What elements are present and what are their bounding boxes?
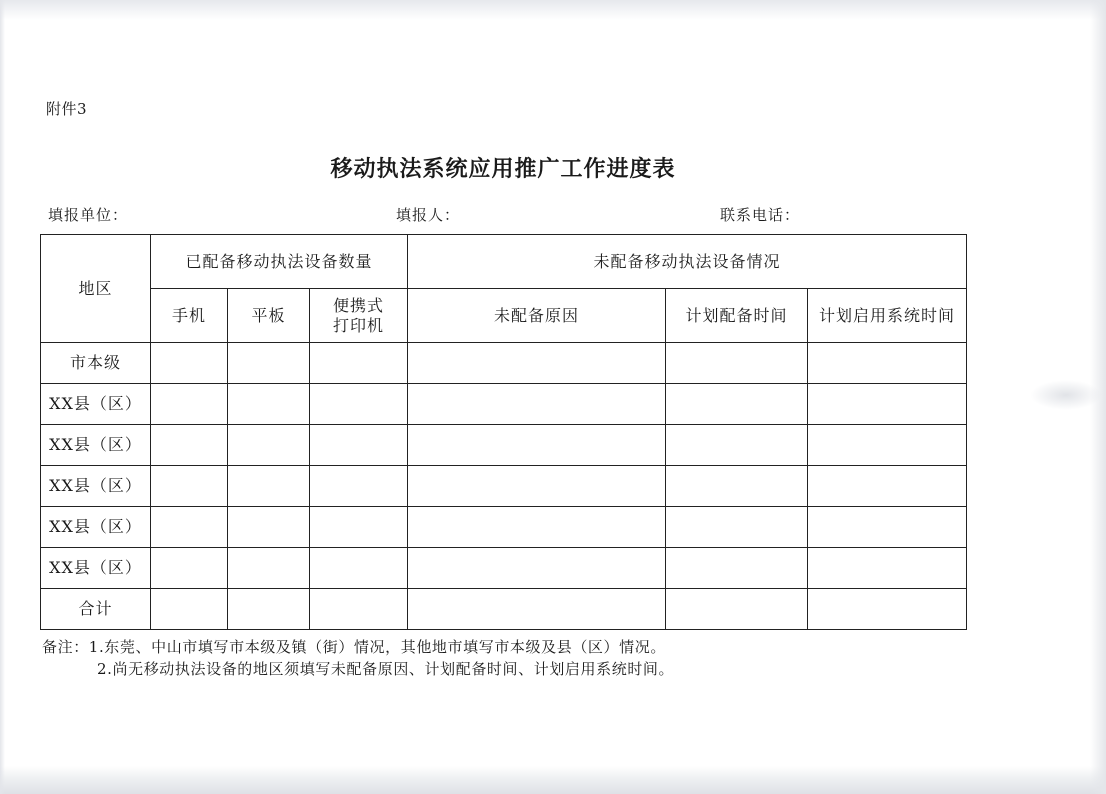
cell-printer (310, 548, 408, 589)
cell-phone (151, 507, 228, 548)
scan-smudge (1030, 380, 1102, 410)
header-printer-line1: 便携式 (332, 295, 384, 315)
cell-printer (310, 384, 408, 425)
region-cell: XX县（区） (41, 548, 151, 589)
cell-tablet (228, 466, 310, 507)
table-row (41, 343, 967, 384)
table-row-total (41, 589, 967, 630)
cell-plan-equip (666, 384, 808, 425)
cell-plan-system (808, 507, 967, 548)
table-row (41, 384, 967, 425)
table-header-row (41, 235, 967, 289)
cell-tablet (228, 384, 310, 425)
cell-tablet (228, 343, 310, 384)
page-title: 移动执法系统应用推广工作进度表 (330, 156, 676, 182)
cell-plan-system (808, 589, 967, 630)
cell-tablet (228, 589, 310, 630)
cell-plan-system (808, 548, 967, 589)
cell-printer (310, 466, 408, 507)
progress-table (40, 234, 967, 630)
cell-plan-equip (666, 466, 808, 507)
cell-reason (408, 384, 666, 425)
table-row (41, 507, 967, 548)
cell-phone (151, 425, 228, 466)
header-plan-equip-time: 计划配备时间 (666, 289, 808, 343)
cell-printer (310, 507, 408, 548)
table-row (41, 548, 967, 589)
cell-phone (151, 548, 228, 589)
cell-plan-system (808, 425, 967, 466)
cell-plan-system (808, 384, 967, 425)
cell-printer (310, 589, 408, 630)
region-cell: XX县（区） (41, 384, 151, 425)
header-printer-line2: 打印机 (332, 315, 384, 335)
header-printer (310, 289, 408, 343)
cell-printer (310, 343, 408, 384)
field-reporting-unit: 填报单位： (48, 206, 129, 224)
header-plan-system-time: 计划启用系统时间 (808, 289, 967, 343)
cell-phone (151, 466, 228, 507)
cell-reason (408, 343, 666, 384)
field-reporter: 填报人： (396, 206, 461, 224)
scan-shadow-bottom (0, 766, 1106, 794)
cell-phone (151, 589, 228, 630)
header-reason: 未配备原因 (408, 289, 666, 343)
scan-shadow-top (0, 0, 1106, 20)
cell-reason (408, 466, 666, 507)
scan-shadow-left (0, 0, 5, 794)
cell-plan-system (808, 466, 967, 507)
cell-plan-system (808, 343, 967, 384)
cell-plan-equip (666, 425, 808, 466)
cell-tablet (228, 425, 310, 466)
header-phone: 手机 (151, 289, 228, 343)
note-line-2: 2.尚无移动执法设备的地区须填写未配备原因、计划配备时间、计划启用系统时间。 (97, 660, 675, 678)
cell-phone (151, 384, 228, 425)
region-cell-total: 合计 (41, 589, 151, 630)
region-cell: 市本级 (41, 343, 151, 384)
table-row (41, 466, 967, 507)
note-line-1: 备注：1.东莞、中山市填写市本级及镇（街）情况，其他地市填写市本级及县（区）情况。 (42, 638, 666, 656)
region-cell: XX县（区） (41, 466, 151, 507)
cell-reason (408, 548, 666, 589)
cell-plan-equip (666, 548, 808, 589)
cell-reason (408, 589, 666, 630)
cell-tablet (228, 507, 310, 548)
cell-phone (151, 343, 228, 384)
region-cell: XX县（区） (41, 425, 151, 466)
region-cell: XX县（区） (41, 507, 151, 548)
header-group-unequipped: 未配备移动执法设备情况 (408, 235, 967, 289)
attachment-label: 附件3 (46, 100, 88, 118)
field-contact-phone: 联系电话： (720, 206, 801, 224)
header-region: 地区 (41, 235, 151, 343)
cell-reason (408, 425, 666, 466)
cell-plan-equip (666, 507, 808, 548)
cell-reason (408, 507, 666, 548)
cell-tablet (228, 548, 310, 589)
table-row (41, 425, 967, 466)
cell-plan-equip (666, 589, 808, 630)
notes (42, 636, 674, 680)
cell-plan-equip (666, 343, 808, 384)
header-tablet: 平板 (228, 289, 310, 343)
cell-printer (310, 425, 408, 466)
header-group-equipped: 已配备移动执法设备数量 (151, 235, 408, 289)
table-subheader-row (41, 289, 967, 343)
